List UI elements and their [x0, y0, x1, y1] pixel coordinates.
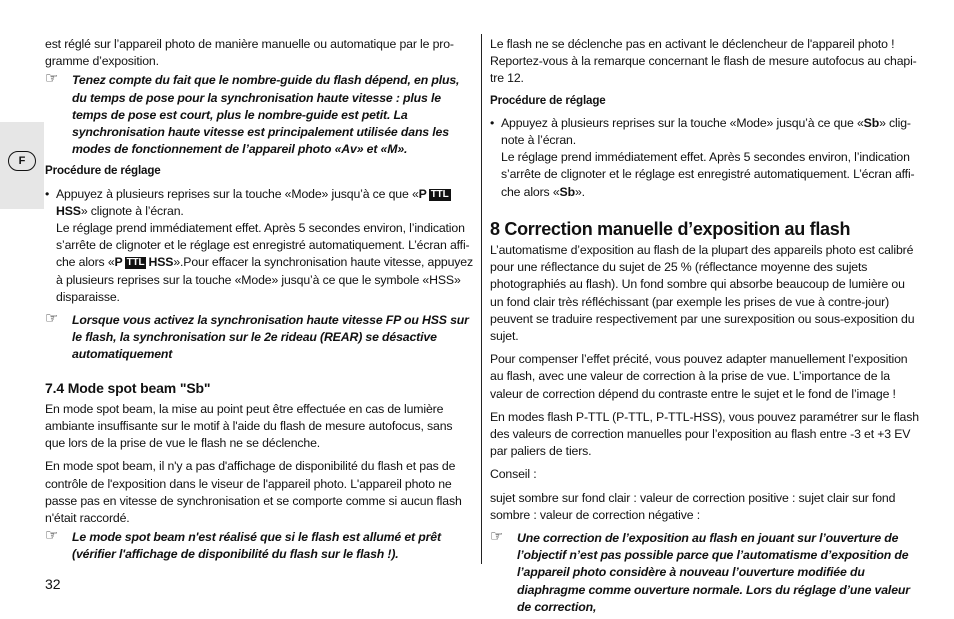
- right-column: [490, 36, 920, 618]
- bullet-dot: •: [490, 115, 495, 130]
- note: [45, 72, 473, 158]
- note-text: Lorsque vous activez la synchronisation haute vitesse FP ou HSS sur le flash, la synchronisation sur le 2e rideau (REAR) se désactive automatiquement: [72, 313, 469, 362]
- mode-symbol-p: P: [418, 186, 427, 201]
- paragraph: sujet sombre sur fond clair : valeur de correction positive : sujet clair sur fond sombre : valeur de correction négative :: [490, 490, 896, 522]
- mode-symbol-p: P: [114, 255, 123, 270]
- ttl-badge: TTL: [126, 257, 145, 269]
- paragraph: est réglé sur l’appareil photo de manière manuelle ou automatique par le programme d’exposition.: [45, 37, 455, 69]
- language-tab-label: F: [8, 151, 36, 171]
- pointing-hand-icon: ☞: [45, 310, 59, 328]
- bullet-text: Appuyez à plusieurs reprises sur la touche «Mode» jusqu’à ce que «: [501, 115, 864, 130]
- section-heading: 7.4 Mode spot beam "Sb": [45, 379, 211, 396]
- note: [45, 312, 473, 364]
- mode-symbol-hss: HSS: [148, 255, 174, 270]
- bullet-text: » clignote à l’écran.: [80, 203, 184, 218]
- paragraph: En mode spot beam, la mise au point peut être effectuée en cas de lumière ambiante insuffisante sur le motif à l'aide du flash de mesure autofocus, sans que lors de la prise de vue le flash ne se déclenche.: [45, 401, 453, 451]
- bullet-text: Appuyez à plusieurs reprises sur la touche «Mode» jusqu’à ce que «: [56, 186, 419, 201]
- paragraph: L’automatisme d’exposition au flash de la plupart des appareils photo est calibré pour une réflectance du sujet de 25 % (réflectance moyenne des sujets photographiés au flash). Un fond sombre qui absorbe beaucoup de lumière ou un fond clair très réfléchissant (par exemple les prises de vue à contre-jour) peuvent se traduire respectivement par une surexposition ou sous-exposition du sujet.: [490, 243, 915, 344]
- paragraph: Conseil :: [490, 467, 537, 482]
- indent-text: ».: [574, 184, 585, 199]
- indented-paragraph: [45, 220, 473, 306]
- pointing-hand-icon: ☞: [490, 528, 504, 546]
- note-text: Tenez compte du fait que le nombre-guide du flash dépend, en plus, du temps de pose pour la synchronisation haute vitesse : plus le temps de pose est court, plus le nombre-guide est petit. La synchronisation haute vitesse est principalement utilisée dans les modes de fonctionnement de l’appareil photo «Av» et «M».: [72, 73, 460, 157]
- indent-text: Le réglage prend immédiatement effet. Après 5 secondes environ, l’indication s’arrête de clignoter et le réglage est enregistré automatiquement. L’écran affiche alors «: [56, 221, 470, 270]
- mode-symbol-sb: Sb: [863, 115, 880, 130]
- indent-text: ».Pour effacer la synchronisation haute vitesse, appuyez à plusieurs reprises sur la touche «Mode» jusqu’à ce que le symbole «HSS» disparaisse.: [56, 255, 473, 304]
- column-divider: [481, 34, 482, 564]
- pointing-hand-icon: ☞: [45, 527, 59, 545]
- pointing-hand-icon: ☞: [45, 70, 59, 88]
- note: [490, 530, 920, 616]
- paragraph: Pour compenser l’effet précité, vous pouvez adapter manuellement l’exposition au flash, avec une valeur de correction à la prise de vue. L’importance de la valeur de correction dépend du contraste entre le sujet et le fond de l’image !: [490, 352, 908, 401]
- bullet-dot: •: [45, 186, 50, 201]
- left-column: [45, 36, 473, 566]
- indented-paragraph: [490, 149, 920, 201]
- note-text: Une correction de l’exposition au flash en jouant sur l’ouverture de l’objectif n’est pas possible parce que l’automatisme d’exposition de l’appareil photo considère à nouveau l’ouverture modifiée du diaphragme comme ouverture normale. Lors du réglage d’une valeur de correction,: [517, 531, 910, 614]
- chapter-heading: 8 Correction manuelle d’exposition au flash: [490, 218, 851, 239]
- paragraph: En mode spot beam, il n'y a pas d'affichage de disponibilité du flash et pas de contrôle de l'exposition dans le viseur de l'appareil photo. L'appareil photo ne passe pas en vitesse de synchronisation et se comporte comme si aucun flash n'était raccordé.: [45, 459, 462, 526]
- ttl-badge: TTL: [430, 188, 449, 200]
- bullet-item: [45, 186, 473, 220]
- procedure-title: Procédure de réglage: [45, 164, 161, 178]
- procedure-title: Procédure de réglage: [490, 93, 606, 107]
- indent-text: Le réglage prend immédiatement effet. Après 5 secondes environ, l’indication s’arrête de clignoter et le réglage est enregistré automatiquement. L’écran affiche alors «: [501, 150, 915, 199]
- mode-symbol-sb: Sb: [559, 184, 575, 199]
- paragraph: En modes flash P-TTL (P-TTL, P-TTL-HSS), vous pouvez paramétrer sur le flash des valeurs de correction manuelles pour l’exposition au flash entre -3 et +3 EV par paliers de tiers.: [490, 409, 919, 459]
- note: [45, 529, 473, 563]
- page-number: 32: [45, 576, 61, 592]
- paragraph: Le flash ne se déclenche pas en activant le déclencheur de l'appareil photo ! Reportez-vous à la remarque concernant le flash de mesure autofocus au chapitre 12.: [490, 37, 917, 86]
- bullet-text: » clignote à l’écran.: [501, 115, 911, 148]
- mode-symbol-hss: HSS: [56, 203, 81, 218]
- bullet-item: [490, 115, 920, 149]
- note-text: Le mode spot beam n'est réalisé que si le flash est allumé et prêt (vérifier l'affichage de disponibilité du flash sur le flash !).: [72, 530, 441, 562]
